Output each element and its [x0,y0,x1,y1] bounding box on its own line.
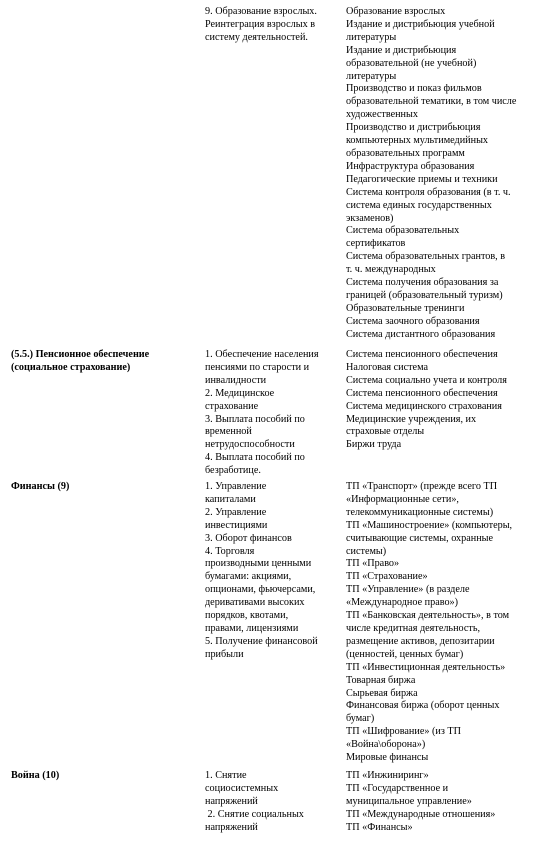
goals-cell [205,349,341,478]
item-line: Издание и дистрибьюция [346,44,457,56]
goal-line: прибыли [205,648,244,660]
item-line: образовательных программ [346,147,465,159]
item-line: ТП «Финансы» [346,821,413,833]
goal-line: деривативами высоких [205,597,305,609]
section-line: Война (10) [11,770,60,781]
item-line: Биржи труда [346,439,402,451]
item-line: Образовательные тренинги [346,302,465,314]
goal-line: бумагами: акциями, [205,571,292,583]
goal-line: безработице. [205,465,261,477]
goal-line: 3. Оборот финансов [205,532,292,544]
item-line: Производство и дистрибьюция [346,122,481,134]
goals-cell [205,6,341,45]
section-line: (5.5.) Пенсионное обеспечение [11,349,150,360]
item-line: Мировые финансы [346,752,429,764]
item-line: Образование взрослых [346,6,446,17]
items-cell [346,6,542,342]
goal-line: пенсиями по старости и [205,361,310,373]
item-line: Система контроля образования (в т. ч. [346,186,511,198]
goal-line: инвалидности [205,374,267,386]
goal-line: напряжений [205,795,258,807]
item-line: компьютерных мультимедийных [346,135,489,147]
item-line: Инфраструктура образования [346,160,475,172]
item-line: Налоговая система [346,361,428,373]
goal-line: страхование [205,400,259,412]
item-line: числе кредитная деятельность, [346,622,481,634]
item-line: ТП «Машиностроение» (компьютеры, [346,519,513,531]
goal-line: 1. Обеспечение населения [205,349,319,360]
goal-line: капиталами [205,493,256,505]
item-line: ТП «Государственное и [346,782,449,794]
goal-line: производными ценными [205,558,312,570]
item-line: телекоммуникационные системы) [346,506,494,518]
goal-line: 3. Выплата пособий по [205,413,305,425]
section-line: Финансы (9) [11,481,70,492]
section-heading [11,349,199,375]
goal-line: Реинтеграция взрослых в [205,18,316,30]
goal-line: 4. Торговля [205,545,255,557]
item-line: образовательной тематики, в том числе [346,96,517,108]
section-heading [11,770,199,783]
section-heading [11,481,199,494]
goal-line: 4. Выплата пособий по [205,452,305,464]
goals-cell [205,481,341,662]
items-cell [346,349,542,452]
item-line: ТП «Международные отношения» [346,808,496,820]
item-line: ТП «Банковская деятельность», в том [346,610,510,622]
goal-line: порядков, квотами, [205,610,289,622]
item-line: сертификатов [346,238,406,250]
goal-line: инвестициями [205,519,268,531]
item-line: Система получения образования за [346,277,499,289]
item-line: экзаменов) [346,212,394,224]
items-cell [346,481,542,765]
item-line: Товарная биржа [346,674,416,686]
goal-line: систему деятельностей. [205,31,308,43]
item-line: Педагогические приемы и техники [346,173,498,185]
item-line: «Информационные сети», [346,493,459,505]
item-line: Система социально учета и контроля [346,374,507,386]
item-line: Система пенсионного обеспечения [346,349,498,360]
item-line: ТП «Инжиниринг» [346,770,429,781]
section-line: (социальное страхование) [11,361,131,373]
goal-line: нетрудоспособности [205,439,295,451]
goal-line: 9. Образование взрослых. [205,6,317,17]
item-line: художественных [346,109,418,121]
item-line: Система медицинского страхования [346,400,502,412]
goal-line: опционами, фьючерсами, [205,584,316,596]
item-line: Система заочного образования [346,315,480,327]
goal-line: 1. Снятие [205,770,247,781]
goal-line: 2. Управление [205,506,267,518]
item-line: ТП «Право» [346,558,400,570]
item-line: Медицинские учреждения, их [346,413,477,425]
items-cell [346,770,542,835]
item-line: литературы [346,70,397,82]
item-line: ТП «Инвестиционная деятельность» [346,661,506,673]
goal-line: напряжений [205,821,258,833]
item-line: Система образовательных [346,225,460,237]
item-line: ТП «Управление» (в разделе [346,584,470,596]
item-line: считывающие системы, охранные [346,532,494,544]
item-line: бумаг) [346,713,375,725]
item-line: Система дистантного образования [346,328,496,340]
item-line: «Международное право») [346,597,459,609]
goal-line: временной [205,426,252,438]
item-line: Производство и показ фильмов [346,83,482,95]
item-line: Сырьевая биржа [346,687,418,699]
goal-line: 2. Снятие социальных [205,808,304,820]
item-line: (ценностей, ценных бумаг) [346,648,464,660]
item-line: ТП «Страхование» [346,571,428,583]
item-line: Система образовательных грантов, в [346,251,506,263]
item-line: страховые отделы [346,426,425,438]
goal-line: 2. Медицинское [205,387,275,399]
goal-line: 5. Получение финансовой [205,635,318,647]
goal-line: правами, лицензиями [205,622,299,634]
item-line: образовательной (не учебной) [346,57,477,69]
item-line: системы) [346,545,387,557]
goals-cell [205,770,341,835]
item-line: т. ч. международных [346,264,436,276]
item-line: размещение активов, депозитарии [346,635,495,647]
item-line: «Война\оборона») [346,739,426,751]
item-line: ТП «Транспорт» (прежде всего ТП [346,481,498,492]
item-line: муниципальное управление» [346,795,472,807]
goal-line: социосистемных [205,782,279,794]
item-line: Финансовая биржа (оборот ценных [346,700,500,712]
item-line: границей (образовательный туризм) [346,289,503,301]
item-line: система единых государственных [346,199,492,211]
item-line: ТП «Шифрование» (из ТП [346,726,461,738]
goal-line: 1. Управление [205,481,267,492]
item-line: Издание и дистрибьюция учебной [346,18,495,30]
item-line: литературы [346,31,397,43]
item-line: Система пенсионного обеспечения [346,387,498,399]
